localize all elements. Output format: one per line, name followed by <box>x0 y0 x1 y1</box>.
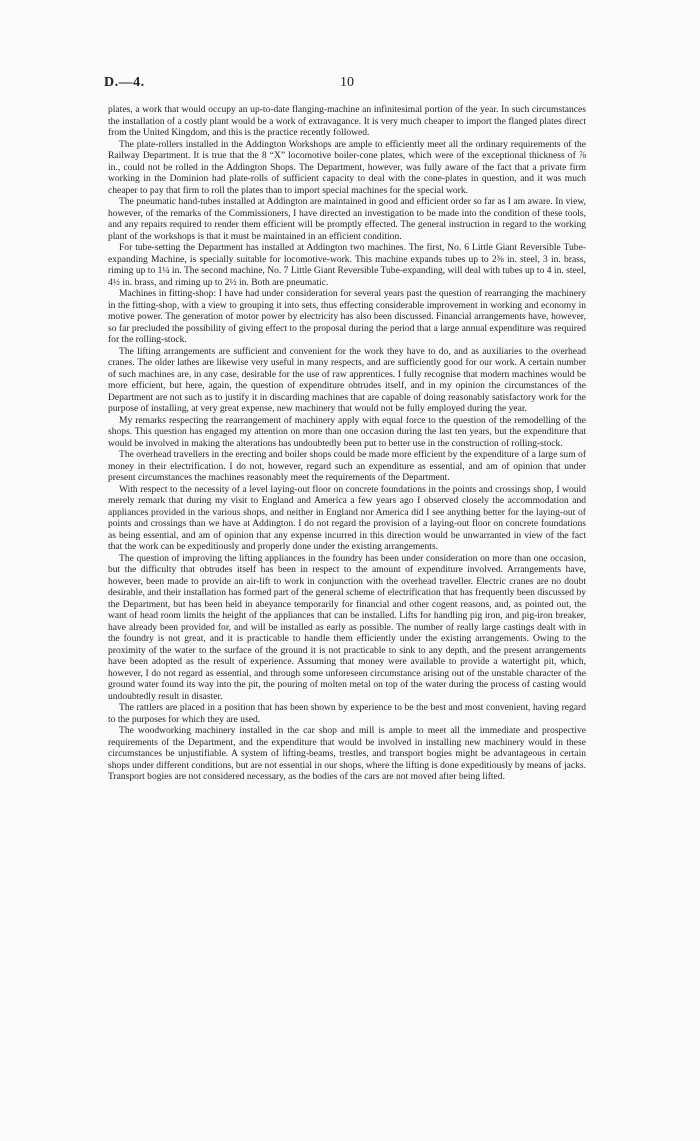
paragraph: The plate-rollers installed in the Addington Workshops are ample to efficiently meet all the ordinary requirements of the Railway Department. It is true that the 8 “X” locomotive boiler-cone plates, which were of the exceptional thickness of ⅞ in., could not be rolled in the Addington Shops. The Department, however, was fully aware of the fact that a private firm working in the Dominion had plate-rolls of sufficient capacity to deal with the cone-plates in question, and it was much cheaper to pay that firm to roll the plates than to import special machines for the special work. <box>108 138 586 196</box>
paragraph: My remarks respecting the rearrangement of machinery apply with equal force to the question of the remodelling of the shops. This question has engaged my attention on more than one occasion during the last ten years, but the expenditure that would be involved in making the alterations has undoubtedly been put to better use in the construction of rolling-stock. <box>108 414 586 449</box>
page-number: 10 <box>340 75 354 90</box>
paragraph: The question of improving the lifting appliances in the foundry has been under consideration on more than one occasion, but the difficulty that obtrudes itself has been in respect to the amount of expenditure involved. Arrangements have, however, been made to provide an air-lift to work in conjunction with the overhead traveller. Electric cranes are no doubt desirable, and their installation has formed part of the general scheme of electrification that has frequently been discussed by the Department, but has been held in abeyance temporarily for financial and other cogent reasons, and, as pointed out, the want of head room limits the height of the appliances that can be installed. Lifts for handling pig iron, and pig-iron breaker, have already been provided for, and will be installed as early as possible. The number of really large castings dealt with in the foundry is not great, and it is practicable to handle them efficiently under the existing arrangements. Owing to the proximity of the water to the surface of the ground it is not practicable to sink to any depth, and the present arrangements have been adopted as the result of experience. Assuming that money were available to provide a watertight pit, which, however, I do not regard as essential, and through some unforeseen circumstance arising out of the unstable character of the ground water found its way into the pit, the pouring of molten metal on top of the water during the process of casting would undoubtedly result in disaster. <box>108 552 586 702</box>
paragraph: For tube-setting the Department has installed at Addington two machines. The first, No. 6 Little Giant Reversible Tube-expanding Machine, is specially suitable for locomotive-work. This machine expands tubes up to 2⅜ in. steel, 3 in. brass, riming up to 1¼ in. The second machine, No. 7 Little Giant Reversible Tube-expanding, will deal with tubes up to 4 in. steel, 4½ in. brass, and riming up to 2½ in. Both are pneumatic. <box>108 242 586 288</box>
paragraph: With respect to the necessity of a level laying-out floor on concrete foundations in the points and crossings shop, I would merely remark that during my visit to England and America a few years ago I observed closely the accommodation and appliances provided in the various shops, and neither in England nor America did I see anything better for the laying-out of points and crossings than we have at Addington. I do not regard the provision of a laying-out floor on concrete foundations as being essential, and am of opinion that any expense incurred in this direction would be unwarranted in view of the fact that the work can be expeditiously and properly done under the existing arrangements. <box>108 483 586 552</box>
paragraph: The pneumatic hand-tubes installed at Addington are maintained in good and efficient order so far as I am aware. In view, however, of the remarks of the Commissioners, I have directed an investigation to be made into the condition of these tools, and any repairs required to render them efficient will be promptly effected. The general instruction in regard to the working plant of the workshops is that it must be maintained in an efficient condition. <box>108 196 586 242</box>
paragraph: The woodworking machinery installed in the car shop and mill is ample to meet all the immediate and prospective requirements of the Department, and the expenditure that would be involved in installing new machinery would in these circumstances be unjustifiable. A system of lifting-beams, trestles, and transport bogies might be advantageous in certain shops under different conditions, but are not essential in our shops, where the lifting is done expeditiously by means of jacks. Transport bogies are not considered necessary, as the bodies of the cars are not moved after being lifted. <box>108 725 586 782</box>
body-text <box>108 104 586 783</box>
paragraph: Machines in fitting-shop: I have had under consideration for several years past the question of rearranging the machinery in the fitting-shop, with a view to grouping it into sets, thus effecting considerable improvement in working and economy in motive power. The generation of motor power by electricity has also been discussed. Financial arrangements have, however, so far precluded the possibility of giving effect to the proposal during the period that a large annual expenditure was required for the rolling-stock. <box>108 288 586 345</box>
document-reference: D.—4. <box>104 75 145 90</box>
paragraph: The rattlers are placed in a position that has been shown by experience to be the best and most convenient, having regard to the purposes for which they are used. <box>108 702 586 725</box>
paragraph: The overhead travellers in the erecting and boiler shops could be made more efficient by the expenditure of a large sum of money in their electrification. I do not, however, regard such an expenditure as essential, and am of opinion that under present circumstances the machines reasonably meet the requirements of the Department. <box>108 449 586 483</box>
paragraph: The lifting arrangements are sufficient and convenient for the work they have to do, and as auxiliaries to the overhead cranes. The older lathes are likewise very useful in many respects, and are sufficiently good for our work. A certain number of such machines are, in any case, desirable for the use of raw apprentices. I fully recognise that modern machines would be more efficient, but here, again, the question of expenditure obtrudes itself, and in my opinion the circumstances of the Department are not such as to justify it in discarding machines that are capable of doing reasonably satisfactory work for the purpose of installing, at very great expense, new machinery that would not be fully employed during the year. <box>108 345 586 414</box>
paragraph: plates, a work that would occupy an up-to-date flanging-machine an infinitesimal portion of the year. In such circumstances the installation of a costly plant would be a work of extravagance. It is very much cheaper to import the flanged plates direct from the United Kingdom, and this is the practice recently followed. <box>108 104 586 138</box>
